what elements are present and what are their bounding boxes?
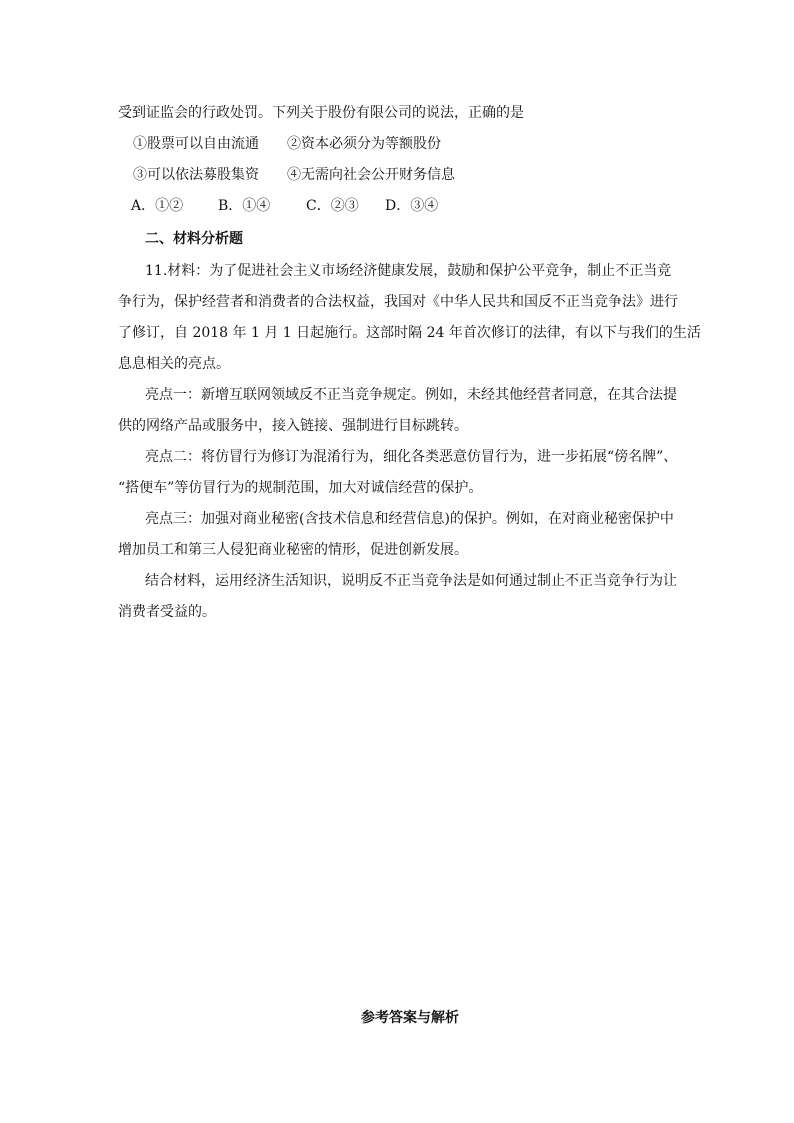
- q11-material-line-1: 11.材料：为了促进社会主义市场经济健康发展，鼓励和保护公平竞争，制止不正当竞: [145, 263, 672, 279]
- q11-material-line-3: 了修订，自 2018 年 1 月 1 日起施行。这部时隔 24 年首次修订的法律，有以下与我们的生活: [118, 325, 701, 341]
- q10-statement-2: ②资本必须分为等额股份: [287, 136, 441, 152]
- q10-statement-3: ③可以依法募股集资: [133, 167, 259, 183]
- section-heading: 二、材料分析题: [145, 231, 243, 247]
- q11-highlight3-line-2: 增加员工和第三人侵犯商业秘密的情形，促进创新发展。: [118, 542, 468, 558]
- q11-question-line-2: 消费者受益的。: [118, 604, 216, 620]
- q10-statement-4: ④无需向社会公开财务信息: [287, 167, 455, 183]
- q11-highlight1-line-2: 供的网络产品或服务中，接入链接、强制进行目标跳转。: [118, 418, 468, 434]
- q10-option-a: A．①②: [131, 198, 184, 214]
- q10-option-b: B．①④: [218, 198, 271, 214]
- q10-option-d: D．③④: [385, 198, 439, 214]
- q11-question-line-1: 结合材料，运用经济生活知识，说明反不正当竞争法是如何通过制止不正当竞争行为让: [145, 573, 677, 589]
- q11-highlight1-line-1: 亮点一：新增互联网领域反不正当竞争规定。例如，未经其他经营者同意，在其合法提: [145, 387, 677, 403]
- q11-highlight2-line-1: 亮点二：将仿冒行为修订为混淆行为，细化各类恶意仿冒行为，进一步拓展“傍名牌”、: [145, 449, 678, 465]
- q11-highlight2-line-2: “搭便车”等仿冒行为的规制范围，加大对诚信经营的保护。: [118, 480, 483, 496]
- answer-section-heading: 参考答案与解析: [361, 1010, 459, 1026]
- q10-statement-1: ①股票可以自由流通: [133, 136, 259, 152]
- q11-material-line-2: 争行为，保护经营者和消费者的合法权益，我国对《中华人民共和国反不正当竞争法》进行: [118, 294, 678, 310]
- q11-highlight3-line-1: 亮点三：加强对商业秘密(含技术信息和经营信息)的保护。例如，在对商业秘密保护中: [145, 511, 674, 527]
- q10-option-c: C．②③: [306, 198, 359, 214]
- q10-stem-tail: 受到证监会的行政处罚。下列关于股份有限公司的说法，正确的是: [118, 105, 524, 121]
- q11-material-line-4: 息息相关的亮点。: [118, 356, 230, 372]
